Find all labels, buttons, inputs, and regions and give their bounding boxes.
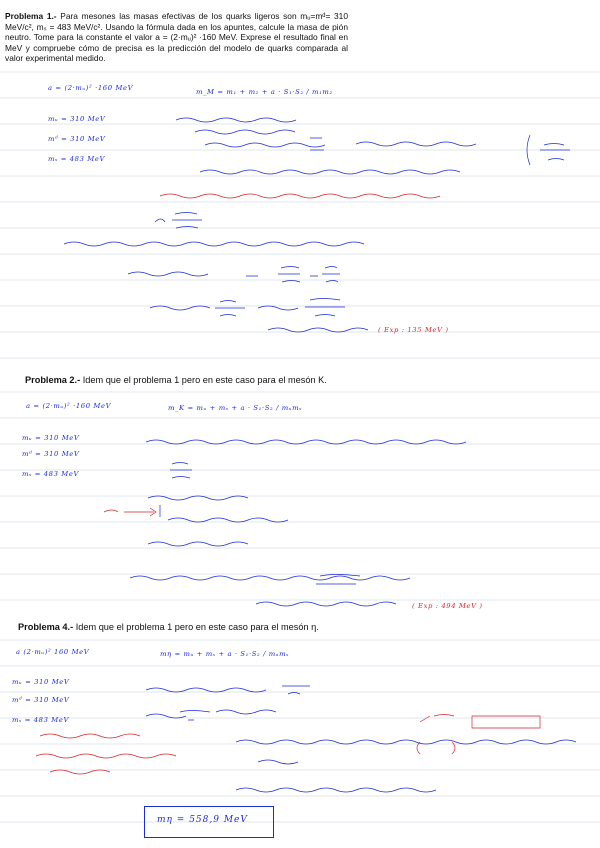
p1-experimental-value: ( Exp : 135 MeV ) <box>378 326 449 334</box>
problem-4-label: Problema 4.- <box>18 622 74 632</box>
p2-mass-formula: m_K = mᵤ + mₛ + a · S₁·S₂ / mᵤmₛ <box>168 404 303 412</box>
problem-4-text: Idem que el problema 1 pero en este caso para el mesón η. <box>75 622 319 632</box>
problem-1-label: Problema 1.- <box>5 11 57 21</box>
p4-mass-formula: mη = mᵤ + mₛ + a · S₁·S₂ / mᵤmₛ <box>160 650 290 658</box>
problem-2-text: Idem que el problema 1 pero en este caso para el mesón K. <box>82 375 327 385</box>
p4-final-result: mη = 558,9 MeV <box>157 815 248 825</box>
p4-final-result-box <box>144 806 274 838</box>
p1-mass-u: mᵤ = 310 MeV <box>48 115 106 123</box>
p4-mass-d: mᵈ = 310 MeV <box>12 696 70 704</box>
p1-mass-formula: m_M = m₁ + m₂ + a · S₁·S₂ / m₁m₂ <box>196 88 333 96</box>
p1-mass-d: mᵈ = 310 MeV <box>48 135 106 143</box>
p4-constant-a: a (2·mᵤ)² 160 MeV <box>16 648 90 656</box>
p2-mass-s: mₛ = 483 MeV <box>22 470 79 478</box>
p2-mass-d: mᵈ = 310 MeV <box>22 450 80 458</box>
p2-experimental-value: ( Exp : 494 MeV ) <box>412 602 483 610</box>
problem-2-statement <box>25 374 465 386</box>
p1-mass-s: mₛ = 483 MeV <box>48 155 105 163</box>
p2-constant-a: a = (2·mᵤ)² ·160 MeV <box>26 402 112 410</box>
p4-mass-u: mᵤ = 310 MeV <box>12 678 70 686</box>
p2-mass-u: mᵤ = 310 MeV <box>22 434 80 442</box>
p1-constant-a: a = (2·mᵤ)² ·160 MeV <box>48 84 134 92</box>
p4-mass-s: mₛ = 483 MeV <box>12 716 69 724</box>
problem-4-statement <box>18 621 458 633</box>
problem-1-statement <box>5 11 348 64</box>
problem-2-label: Problema 2.- <box>25 375 81 385</box>
problem-1-text: Para mesones las masas efectivas de los quarks ligeros son mᵤ=mᵈ= 310 MeV/c², mₛ = 483 MeV/c². Usando la fórmula dada en los apuntes, calcule la masa de pión neutro. Tome para la constante el valor a = (2·mᵤ)² ·160 MeV. Exprese el resultado final en MeV y compruebe cómo de precisa es la predicción del modelo de quarks comparada al valor experimental medido. <box>5 11 348 64</box>
